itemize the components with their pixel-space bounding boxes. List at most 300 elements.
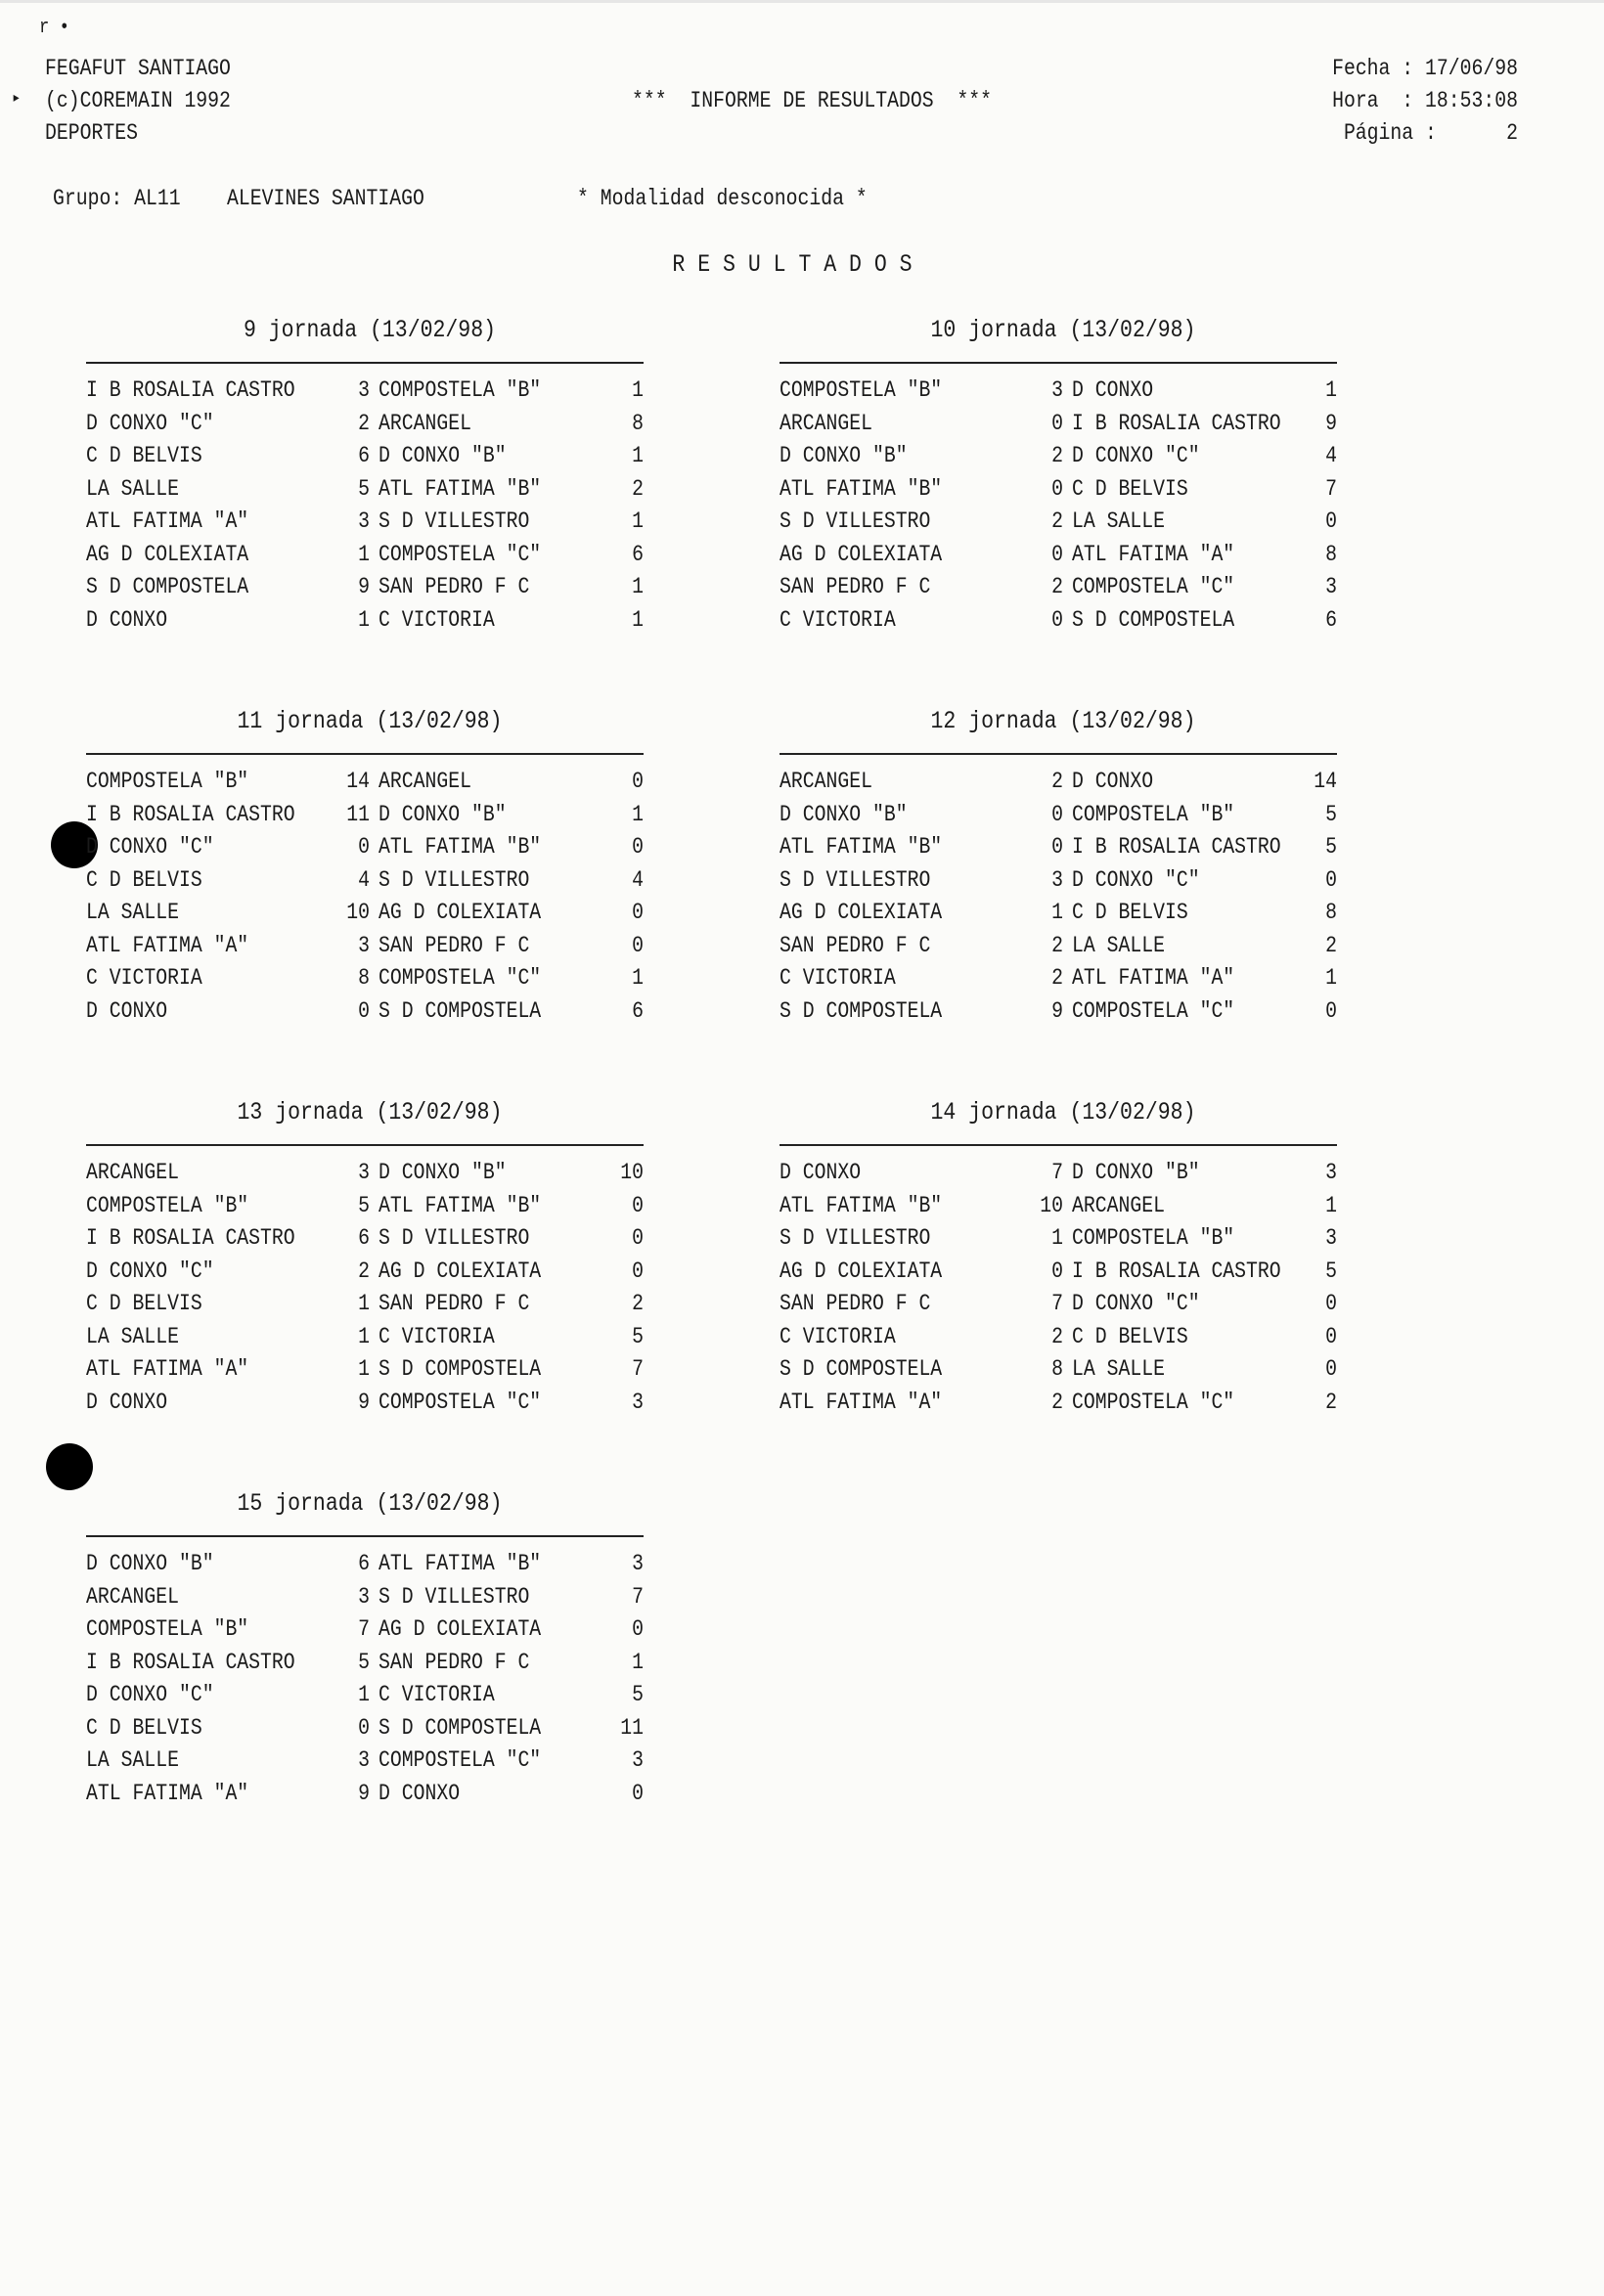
- home-team: AG D COLEXIATA: [780, 1258, 943, 1284]
- away-score: 1: [1325, 965, 1337, 991]
- match-row: [780, 506, 1347, 539]
- away-team: ATL FATIMA "A": [1072, 541, 1235, 567]
- round-block-11: [86, 707, 653, 1059]
- home-team: C D BELVIS: [86, 443, 202, 468]
- round-rule: [780, 753, 1337, 755]
- match-row: [86, 1613, 653, 1647]
- away-team: D CONXO "B": [379, 801, 507, 827]
- home-team: ATL FATIMA "A": [86, 1780, 249, 1806]
- match-row: [86, 1548, 653, 1581]
- home-score: 4: [358, 866, 370, 893]
- away-score: 1: [1325, 377, 1337, 403]
- match-row: [780, 766, 1347, 799]
- home-score: 2: [1051, 1323, 1063, 1349]
- away-team: C D BELVIS: [1072, 475, 1188, 502]
- away-score: 5: [632, 1323, 644, 1349]
- away-score: 1: [632, 965, 644, 991]
- away-score: 5: [1325, 834, 1337, 860]
- match-row: [780, 571, 1347, 604]
- match-row: [86, 1744, 653, 1778]
- away-score: 0: [632, 900, 644, 925]
- away-team: D CONXO "B": [379, 1160, 507, 1185]
- stray-mark: r •: [39, 17, 69, 39]
- home-score: 2: [1051, 1389, 1063, 1415]
- away-score: 1: [632, 801, 644, 827]
- away-team: ARCANGEL: [1072, 1192, 1165, 1218]
- away-team: I B ROSALIA CASTRO: [1072, 834, 1281, 860]
- match-row: [780, 408, 1347, 441]
- home-score: 2: [358, 410, 370, 436]
- home-score: 2: [1051, 932, 1063, 958]
- away-score: 3: [632, 1551, 644, 1576]
- match-row: [86, 1581, 653, 1614]
- modality-label: * Modalidad desconocida *: [577, 186, 868, 211]
- round-rule: [86, 1535, 644, 1537]
- home-score: 1: [358, 1323, 370, 1349]
- home-score: 0: [358, 997, 370, 1024]
- home-score: 0: [1051, 410, 1063, 436]
- match-row: [780, 995, 1347, 1029]
- home-team: S D COMPOSTELA: [86, 574, 249, 599]
- away-score: 0: [1325, 997, 1337, 1024]
- home-score: 2: [1051, 965, 1063, 991]
- home-score: 2: [358, 1258, 370, 1284]
- away-score: 5: [1325, 1258, 1337, 1284]
- away-team: C VICTORIA: [379, 606, 495, 633]
- match-row: [86, 995, 653, 1029]
- home-score: 0: [358, 1714, 370, 1741]
- away-score: 2: [632, 1291, 644, 1316]
- away-score: 7: [632, 1356, 644, 1382]
- home-team: C D BELVIS: [86, 1714, 202, 1741]
- home-score: 7: [1051, 1160, 1063, 1185]
- match-row: [780, 1321, 1347, 1354]
- away-team: COMPOSTELA "C": [1072, 1389, 1235, 1415]
- home-team: ARCANGEL: [86, 1583, 179, 1610]
- away-team: S D VILLESTRO: [379, 866, 530, 893]
- home-team: COMPOSTELA "B": [86, 1192, 249, 1218]
- away-score: 0: [632, 1192, 644, 1218]
- home-team: D CONXO "C": [86, 1682, 214, 1707]
- home-team: D CONXO "B": [780, 443, 908, 468]
- away-team: ARCANGEL: [379, 410, 471, 436]
- away-score: 10: [620, 1160, 644, 1185]
- section-heading: R E S U L T A D O S: [672, 250, 913, 279]
- stray-mark: ▸: [12, 89, 22, 109]
- match-row: [86, 1712, 653, 1745]
- match-row: [86, 375, 653, 408]
- match-row: [780, 799, 1347, 832]
- away-team: S D COMPOSTELA: [1072, 606, 1235, 633]
- home-team: ATL FATIMA "A": [86, 1356, 249, 1382]
- round-rule: [86, 753, 644, 755]
- away-team: I B ROSALIA CASTRO: [1072, 410, 1281, 436]
- away-score: 11: [620, 1714, 644, 1741]
- home-score: 0: [358, 834, 370, 860]
- match-row: [86, 1222, 653, 1256]
- away-score: 0: [632, 1780, 644, 1806]
- home-team: ATL FATIMA "B": [780, 834, 943, 860]
- home-team: AG D COLEXIATA: [780, 900, 943, 925]
- round-title: 11 jornada (13/02/98): [237, 707, 503, 735]
- away-score: 3: [1325, 1225, 1337, 1251]
- away-score: 1: [632, 574, 644, 599]
- match-list: [86, 1157, 653, 1419]
- home-score: 14: [346, 769, 370, 794]
- away-team: ATL FATIMA "B": [379, 1192, 542, 1218]
- away-score: 2: [632, 475, 644, 502]
- match-row: [86, 831, 653, 864]
- match-row: [86, 571, 653, 604]
- home-team: D CONXO "C": [86, 410, 214, 436]
- away-score: 5: [1325, 801, 1337, 827]
- home-team: I B ROSALIA CASTRO: [86, 801, 295, 827]
- home-team: LA SALLE: [86, 1323, 179, 1349]
- away-team: SAN PEDRO F C: [379, 1291, 530, 1316]
- home-score: 3: [358, 377, 370, 403]
- match-list: [86, 1548, 653, 1810]
- away-team: COMPOSTELA "B": [1072, 1225, 1235, 1251]
- away-team: D CONXO: [1072, 769, 1154, 794]
- home-team: ARCANGEL: [780, 769, 872, 794]
- match-row: [780, 1222, 1347, 1256]
- match-row: [86, 1288, 653, 1321]
- away-score: 3: [1325, 574, 1337, 599]
- home-score: 1: [1051, 1225, 1063, 1251]
- match-row: [86, 1679, 653, 1712]
- match-row: [86, 930, 653, 963]
- home-score: 11: [346, 801, 370, 827]
- home-score: 3: [358, 1583, 370, 1610]
- round-rule: [86, 1144, 644, 1146]
- away-team: S D VILLESTRO: [379, 508, 530, 534]
- away-team: S D COMPOSTELA: [379, 1356, 542, 1382]
- match-row: [780, 375, 1347, 408]
- home-team: SAN PEDRO F C: [780, 574, 931, 599]
- home-team: S D VILLESTRO: [780, 1225, 931, 1251]
- home-team: C D BELVIS: [86, 866, 202, 893]
- home-team: C VICTORIA: [780, 965, 896, 991]
- home-score: 2: [1051, 508, 1063, 534]
- away-team: D CONXO "C": [1072, 1291, 1200, 1316]
- home-score: 10: [1040, 1192, 1063, 1218]
- match-row: [780, 1256, 1347, 1289]
- away-team: COMPOSTELA "B": [1072, 801, 1235, 827]
- away-team: COMPOSTELA "B": [379, 377, 542, 403]
- match-row: [86, 1647, 653, 1680]
- home-team: LA SALLE: [86, 1747, 179, 1773]
- home-score: 8: [1051, 1356, 1063, 1382]
- match-row: [780, 1288, 1347, 1321]
- away-team: AG D COLEXIATA: [379, 1258, 542, 1284]
- away-score: 8: [632, 410, 644, 436]
- home-team: D CONXO "C": [86, 834, 214, 860]
- match-row: [86, 1256, 653, 1289]
- home-team: ATL FATIMA "A": [86, 508, 249, 534]
- home-team: S D VILLESTRO: [780, 866, 931, 893]
- home-score: 3: [358, 1160, 370, 1185]
- away-score: 8: [1325, 541, 1337, 567]
- home-team: AG D COLEXIATA: [780, 541, 943, 567]
- home-team: ATL FATIMA "A": [86, 932, 249, 958]
- away-team: D CONXO "B": [379, 443, 507, 468]
- match-row: [780, 831, 1347, 864]
- home-score: 3: [1051, 377, 1063, 403]
- home-team: C D BELVIS: [86, 1291, 202, 1316]
- home-score: 1: [1051, 900, 1063, 925]
- match-row: [86, 1387, 653, 1420]
- away-score: 1: [632, 508, 644, 534]
- round-title: 14 jornada (13/02/98): [930, 1098, 1196, 1126]
- away-team: C VICTORIA: [379, 1682, 495, 1707]
- home-team: ARCANGEL: [86, 1160, 179, 1185]
- home-score: 5: [358, 1649, 370, 1675]
- away-team: AG D COLEXIATA: [379, 900, 542, 925]
- away-score: 3: [632, 1747, 644, 1773]
- away-team: ATL FATIMA "A": [1072, 965, 1235, 991]
- report-date: Fecha : 17/06/98: [1332, 56, 1518, 81]
- home-score: 8: [358, 965, 370, 991]
- home-team: COMPOSTELA "B": [86, 1616, 249, 1642]
- match-row: [780, 1157, 1347, 1190]
- away-score: 8: [1325, 900, 1337, 925]
- home-team: D CONXO: [86, 1389, 168, 1415]
- away-score: 0: [1325, 1291, 1337, 1316]
- home-score: 7: [358, 1616, 370, 1642]
- home-score: 2: [1051, 769, 1063, 794]
- match-row: [86, 1190, 653, 1223]
- away-team: D CONXO "C": [1072, 866, 1200, 893]
- match-list: [86, 766, 653, 1028]
- home-team: COMPOSTELA "B": [86, 769, 249, 794]
- away-score: 0: [1325, 866, 1337, 893]
- home-score: 5: [358, 1192, 370, 1218]
- round-block-13: [86, 1098, 653, 1450]
- away-score: 1: [1325, 1192, 1337, 1218]
- home-score: 9: [358, 1780, 370, 1806]
- away-team: LA SALLE: [1072, 508, 1165, 534]
- home-team: I B ROSALIA CASTRO: [86, 377, 295, 403]
- match-row: [86, 506, 653, 539]
- home-team: I B ROSALIA CASTRO: [86, 1225, 295, 1251]
- home-team: D CONXO "B": [86, 1551, 214, 1576]
- away-score: 0: [632, 932, 644, 958]
- match-row: [86, 766, 653, 799]
- home-team: D CONXO: [86, 606, 168, 633]
- org-name: FEGAFUT SANTIAGO: [45, 56, 231, 81]
- match-row: [86, 799, 653, 832]
- home-team: ATL FATIMA "B": [780, 1192, 943, 1218]
- home-score: 1: [358, 1682, 370, 1707]
- away-score: 1: [632, 443, 644, 468]
- away-score: 7: [1325, 475, 1337, 502]
- round-title: 15 jornada (13/02/98): [237, 1489, 503, 1518]
- away-team: COMPOSTELA "C": [379, 965, 542, 991]
- match-list: [780, 375, 1347, 637]
- match-list: [780, 1157, 1347, 1419]
- match-row: [780, 1353, 1347, 1387]
- match-row: [86, 473, 653, 507]
- round-rule: [86, 362, 644, 364]
- home-team: ARCANGEL: [780, 410, 872, 436]
- away-score: 14: [1314, 769, 1337, 794]
- away-team: ATL FATIMA "B": [379, 834, 542, 860]
- away-team: LA SALLE: [1072, 932, 1165, 958]
- away-team: I B ROSALIA CASTRO: [1072, 1258, 1281, 1284]
- home-team: S D COMPOSTELA: [780, 997, 943, 1024]
- home-score: 3: [1051, 866, 1063, 893]
- copyright: (c)COREMAIN 1992: [45, 88, 231, 113]
- away-team: D CONXO "B": [1072, 1160, 1200, 1185]
- away-team: AG D COLEXIATA: [379, 1616, 542, 1642]
- home-score: 0: [1051, 1258, 1063, 1284]
- match-row: [86, 440, 653, 473]
- home-score: 0: [1051, 606, 1063, 633]
- away-score: 3: [1325, 1160, 1337, 1185]
- away-score: 5: [632, 1682, 644, 1707]
- away-score: 3: [632, 1389, 644, 1415]
- match-row: [86, 1353, 653, 1387]
- home-team: LA SALLE: [86, 475, 179, 502]
- match-row: [86, 1157, 653, 1190]
- match-row: [780, 440, 1347, 473]
- match-row: [780, 1387, 1347, 1420]
- round-block-12: [780, 707, 1347, 1059]
- home-team: C VICTORIA: [780, 1323, 896, 1349]
- round-block-14: [780, 1098, 1347, 1450]
- home-team: ATL FATIMA "A": [780, 1389, 943, 1415]
- away-score: 6: [632, 997, 644, 1024]
- round-title: 9 jornada (13/02/98): [243, 316, 497, 344]
- away-team: COMPOSTELA "C": [1072, 997, 1235, 1024]
- away-team: C D BELVIS: [1072, 900, 1188, 925]
- round-block-9: [86, 316, 653, 668]
- away-team: LA SALLE: [1072, 1356, 1165, 1382]
- home-score: 2: [1051, 443, 1063, 468]
- match-row: [780, 604, 1347, 638]
- home-team: SAN PEDRO F C: [780, 1291, 931, 1316]
- match-row: [86, 1778, 653, 1811]
- away-score: 7: [632, 1583, 644, 1610]
- away-team: S D VILLESTRO: [379, 1225, 530, 1251]
- home-team: I B ROSALIA CASTRO: [86, 1649, 295, 1675]
- round-title: 13 jornada (13/02/98): [237, 1098, 503, 1126]
- away-score: 0: [1325, 508, 1337, 534]
- home-score: 2: [1051, 574, 1063, 599]
- home-score: 0: [1051, 834, 1063, 860]
- away-score: 6: [632, 541, 644, 567]
- away-score: 4: [632, 866, 644, 893]
- page-number: Página : 2: [1343, 120, 1518, 146]
- round-title: 10 jornada (13/02/98): [930, 316, 1196, 344]
- match-row: [86, 604, 653, 638]
- page-top-edge: [0, 0, 1604, 3]
- home-team: S D VILLESTRO: [780, 508, 931, 534]
- away-score: 2: [1325, 1389, 1337, 1415]
- home-team: LA SALLE: [86, 900, 179, 925]
- away-score: 1: [632, 377, 644, 403]
- home-team: ATL FATIMA "B": [780, 475, 943, 502]
- home-score: 7: [1051, 1291, 1063, 1316]
- away-team: C VICTORIA: [379, 1323, 495, 1349]
- home-score: 0: [1051, 475, 1063, 502]
- away-score: 6: [1325, 606, 1337, 633]
- away-score: 4: [1325, 443, 1337, 468]
- round-rule: [780, 362, 1337, 364]
- home-score: 1: [358, 1356, 370, 1382]
- report-title: *** INFORME DE RESULTADOS ***: [632, 88, 992, 113]
- home-team: D CONXO "C": [86, 1258, 214, 1284]
- match-row: [86, 864, 653, 898]
- report-time: Hora : 18:53:08: [1332, 88, 1518, 113]
- round-rule: [780, 1144, 1337, 1146]
- away-score: 0: [632, 1225, 644, 1251]
- home-team: D CONXO: [780, 1160, 862, 1185]
- group-label: Grupo: AL11 ALEVINES SANTIAGO: [53, 186, 424, 211]
- away-score: 1: [632, 606, 644, 633]
- home-score: 0: [1051, 541, 1063, 567]
- home-team: S D COMPOSTELA: [780, 1356, 943, 1382]
- away-team: S D VILLESTRO: [379, 1583, 530, 1610]
- away-team: SAN PEDRO F C: [379, 932, 530, 958]
- home-score: 6: [358, 443, 370, 468]
- home-team: AG D COLEXIATA: [86, 541, 249, 567]
- home-score: 6: [358, 1225, 370, 1251]
- home-score: 5: [358, 475, 370, 502]
- away-team: S D COMPOSTELA: [379, 997, 542, 1024]
- away-team: COMPOSTELA "C": [1072, 574, 1235, 599]
- match-row: [780, 473, 1347, 507]
- away-team: COMPOSTELA "C": [379, 1747, 542, 1773]
- home-score: 1: [358, 606, 370, 633]
- home-team: SAN PEDRO F C: [780, 932, 931, 958]
- away-score: 0: [1325, 1323, 1337, 1349]
- away-score: 0: [632, 834, 644, 860]
- punch-hole: [46, 1443, 93, 1490]
- match-list: [86, 375, 653, 637]
- home-score: 1: [358, 1291, 370, 1316]
- away-team: ATL FATIMA "B": [379, 475, 542, 502]
- round-block-10: [780, 316, 1347, 668]
- home-team: D CONXO: [86, 997, 168, 1024]
- away-score: 1: [632, 1649, 644, 1675]
- department: DEPORTES: [45, 120, 138, 146]
- away-team: ARCANGEL: [379, 769, 471, 794]
- match-row: [86, 539, 653, 572]
- home-score: 3: [358, 932, 370, 958]
- match-row: [86, 897, 653, 930]
- away-team: C D BELVIS: [1072, 1323, 1188, 1349]
- home-score: 3: [358, 1747, 370, 1773]
- away-score: 0: [1325, 1356, 1337, 1382]
- away-score: 9: [1325, 410, 1337, 436]
- away-score: 0: [632, 769, 644, 794]
- home-score: 9: [1051, 997, 1063, 1024]
- round-title: 12 jornada (13/02/98): [930, 707, 1196, 735]
- home-score: 10: [346, 900, 370, 925]
- home-team: C VICTORIA: [780, 606, 896, 633]
- home-score: 9: [358, 1389, 370, 1415]
- home-score: 1: [358, 541, 370, 567]
- away-team: D CONXO "C": [1072, 443, 1200, 468]
- home-score: 3: [358, 508, 370, 534]
- home-team: D CONXO "B": [780, 801, 908, 827]
- match-row: [780, 930, 1347, 963]
- away-team: D CONXO: [1072, 377, 1154, 403]
- away-team: SAN PEDRO F C: [379, 574, 530, 599]
- away-score: 2: [1325, 932, 1337, 958]
- away-score: 0: [632, 1616, 644, 1642]
